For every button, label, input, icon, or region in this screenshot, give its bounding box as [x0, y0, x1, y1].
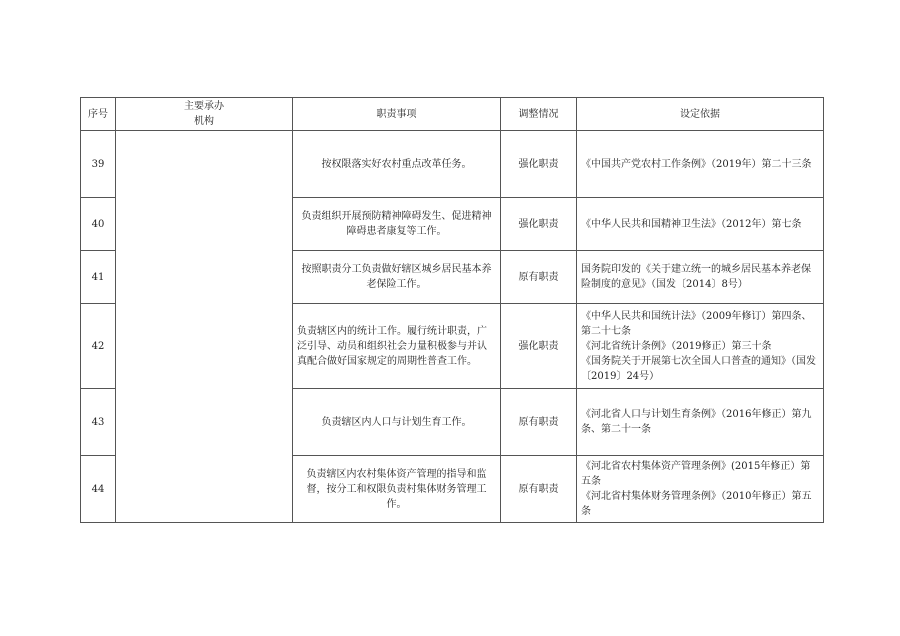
- row-number: 39: [81, 131, 116, 198]
- adjustment-status: 原有职责: [501, 251, 577, 304]
- duty-item: 按权限落实好农村重点改革任务。: [293, 131, 501, 198]
- duty-item: 负责辖区内人口与计划生育工作。: [293, 389, 501, 456]
- duty-item: 负责组织开展预防精神障碍发生、促进精神障碍患者康复等工作。: [293, 198, 501, 251]
- header-basis: 设定依据: [577, 98, 824, 131]
- header-task: 职责事项: [293, 98, 501, 131]
- legal-basis: 《中华人民共和国统计法》（2009年修订）第四条、第二十七条 《河北省统计条例》（2019修正）第三十条 《国务院关于开展第七次全国人口普查的通知》（国发〔2019〕24号）: [577, 304, 824, 389]
- row-number: 42: [81, 304, 116, 389]
- legal-basis: 《河北省人口与计划生育条例》（2016年修正）第九条、第二十一条: [577, 389, 824, 456]
- adjustment-status: 强化职责: [501, 198, 577, 251]
- legal-basis: 国务院印发的《关于建立统一的城乡居民基本养老保险制度的意见》（国发〔2014〕8号）: [577, 251, 824, 304]
- adjustment-status: 原有职责: [501, 389, 577, 456]
- organization-cell: [116, 131, 293, 523]
- adjustment-status: 强化职责: [501, 304, 577, 389]
- row-number: 44: [81, 456, 116, 523]
- table-row: [81, 131, 824, 198]
- duties-table: [80, 97, 824, 523]
- header-status: 调整情况: [501, 98, 577, 131]
- duty-item: 负责辖区内的统计工作。履行统计职责，广泛引导、动员和组织社会力量积极参与并认真配合做好国家规定的周期性普查工作。: [293, 304, 501, 389]
- duty-item: 负责辖区内农村集体资产管理的指导和监督，按分工和权限负责村集体财务管理工作。: [293, 456, 501, 523]
- header-org: 主要承办 机构: [116, 98, 293, 131]
- row-number: 41: [81, 251, 116, 304]
- legal-basis: 《中国共产党农村工作条例》（2019年）第二十三条: [577, 131, 824, 198]
- adjustment-status: 强化职责: [501, 131, 577, 198]
- legal-basis: 《河北省农村集体资产管理条例》(2015年修正）第五条 《河北省村集体财务管理条例》（2010年修正）第五条: [577, 456, 824, 523]
- adjustment-status: 原有职责: [501, 456, 577, 523]
- row-number: 43: [81, 389, 116, 456]
- row-number: 40: [81, 198, 116, 251]
- header-num: 序号: [81, 98, 116, 131]
- header-row: [81, 98, 824, 131]
- duty-item: 按照职责分工负责做好辖区城乡居民基本养老保险工作。: [293, 251, 501, 304]
- legal-basis: 《中华人民共和国精神卫生法》（2012年）第七条: [577, 198, 824, 251]
